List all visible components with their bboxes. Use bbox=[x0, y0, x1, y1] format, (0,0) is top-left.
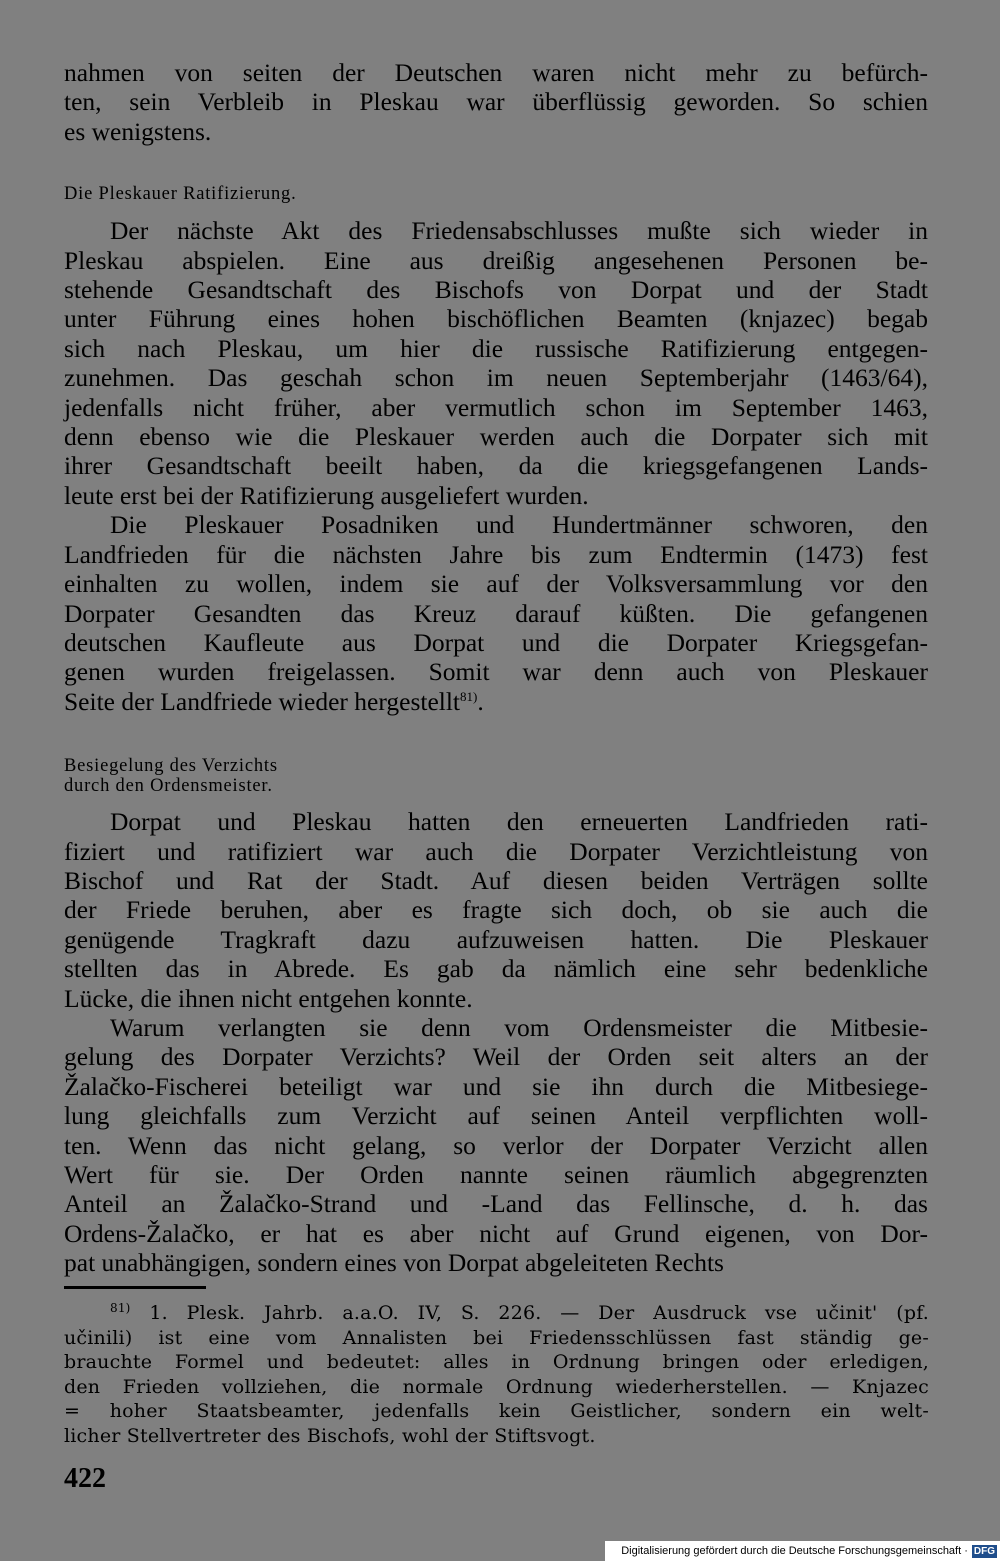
paragraph-continuation bbox=[64, 58, 928, 146]
text-line: Anteil an Žalačko-Strand und -Land das Fellinsche, d. h. das bbox=[64, 1189, 928, 1219]
text-line: Žalačko-Fischerei beteiligt war und sie ihn durch die Mitbesiege- bbox=[64, 1071, 928, 1101]
text-line: denn ebenso wie die Pleskauer werden auch die Dorpater sich mit bbox=[64, 422, 928, 452]
text-line: fiziert und ratifiziert war auch die Dorpater Verzichtleistung von bbox=[64, 836, 928, 866]
footnote-marker: 81) bbox=[110, 1301, 131, 1315]
text-line: einhalten zu wollen, indem sie auf der Volksversammlung vor den bbox=[64, 569, 928, 599]
text-line: učinili) ist eine vom Annalisten bei Friedensschlüssen fast ständig ge- bbox=[64, 1326, 929, 1349]
text-line: genügende Tragkraft dazu aufzuweisen hatten. Die Pleskauer bbox=[64, 924, 928, 954]
paragraph bbox=[64, 216, 928, 510]
text-line: unter Führung eines hohen bischöflichen Beamten (knjazec) begab bbox=[64, 304, 928, 334]
text-line: deutschen Kaufleute aus Dorpat und die Dorpater Kriegsgefan- bbox=[64, 627, 928, 657]
text-line: = hoher Staatsbeamter, jedenfalls kein Geistlicher, sondern ein welt- bbox=[64, 1400, 929, 1423]
page-body bbox=[64, 58, 928, 1278]
text-line: Der nächste Akt des Friedensabschlusses mußte sich wieder in bbox=[110, 216, 928, 246]
text-line: Ordens-Žalačko, er hat es aber nicht auf Grund eigenen, von Dor- bbox=[64, 1218, 928, 1248]
text-line: den Frieden vollziehen, die normale Ordnung wiederherstellen. — Knjazec bbox=[64, 1375, 929, 1398]
text-line-content: Seite der Landfriede wieder hergestellt bbox=[64, 686, 461, 716]
heading-line: durch den Ordensmeister. bbox=[64, 776, 273, 797]
text-line: der Friede beruhen, aber es fragte sich doch, ob sie auch die bbox=[64, 895, 928, 925]
text-line: es wenigstens. bbox=[64, 116, 212, 146]
text-line: stellten das in Abrede. Es gab da nämlich eine sehr bedenkliche bbox=[64, 954, 928, 984]
paragraph bbox=[64, 1013, 928, 1278]
text-line: sich nach Pleskau, um hier die russische Ratifizierung entgegen- bbox=[64, 333, 928, 363]
heading-line: Die Pleskauer Ratifizierung. bbox=[64, 184, 297, 205]
text-line: ten. Wenn das nicht gelang, so verlor der Dorpater Verzicht allen bbox=[64, 1130, 928, 1160]
footnote-reference[interactable]: 81) bbox=[460, 688, 478, 704]
heading-line: Besiegelung des Verzichts bbox=[64, 756, 278, 777]
text-line: ten, sein Verbleib in Pleskau war überflüssig geworden. So schien bbox=[64, 87, 928, 117]
text-line: gelung des Dorpater Verzichts? Weil der Orden seit alters an der bbox=[64, 1042, 928, 1072]
text-line: pat unabhängigen, sondern eines von Dorpat abgeleiteten Rechts bbox=[64, 1248, 724, 1278]
text-line: nahmen von seiten der Deutschen waren nicht mehr zu befürch- bbox=[64, 58, 928, 87]
text-line: lung gleichfalls zum Verzicht auf seinen Anteil verpflichten woll- bbox=[64, 1101, 928, 1131]
footnote-separator bbox=[64, 1286, 206, 1289]
page-number: 422 bbox=[64, 1463, 106, 1494]
text-line bbox=[64, 1301, 929, 1326]
digitization-footer bbox=[605, 1541, 1000, 1561]
text-line: genen wurden freigelassen. Somit war denn auch von Pleskauer bbox=[64, 657, 928, 687]
text-line: Die Pleskauer Posadniken und Hundertmänner schworen, den bbox=[110, 510, 928, 540]
paragraph bbox=[64, 510, 928, 716]
section-heading bbox=[64, 184, 928, 204]
paragraph bbox=[64, 807, 928, 1013]
period: . bbox=[477, 686, 484, 716]
text-line: jedenfalls nicht früher, aber vermutlich schon im September 1463, bbox=[64, 392, 928, 422]
footnote bbox=[64, 1301, 929, 1449]
text-line bbox=[18, 687, 928, 716]
text-line: Warum verlangten sie denn vom Ordensmeister die Mitbesie- bbox=[110, 1012, 928, 1042]
text-line: Dorpater Gesandten das Kreuz darauf küßten. Die gefangenen bbox=[64, 598, 928, 628]
text-line: Lücke, die ihnen nicht entgehen konnte. bbox=[64, 983, 473, 1013]
footer-text: Digitalisierung gefördert durch die Deutsche Forschungsgemeinschaft · bbox=[621, 1545, 968, 1557]
text-line-content: 1. Plesk. Jahrb. a.a.O. IV, S. 226. — Der Ausdruck vse učinit' (pf. bbox=[149, 1302, 929, 1324]
text-line: Wert für sie. Der Orden nannte seinen räumlich abgegrenzten bbox=[64, 1160, 928, 1189]
text-line: brauchte Formel und bedeutet: alles in Ordnung bringen oder erledigen, bbox=[64, 1351, 929, 1374]
text-line: licher Stellvertreter des Bischofs, wohl der Stiftsvogt. bbox=[64, 1424, 596, 1447]
text-line: Landfrieden für die nächsten Jahre bis zum Endtermin (1473) fest bbox=[64, 539, 928, 569]
text-line: Dorpat und Pleskau hatten den erneuerten Landfrieden rati- bbox=[110, 807, 928, 837]
text-line: Bischof und Rat der Stadt. Auf diesen beiden Verträgen sollte bbox=[64, 865, 928, 895]
text-line: stehende Gesandtschaft des Bischofs von Dorpat und der Stadt bbox=[64, 275, 928, 305]
text-line: leute erst bei der Ratifizierung ausgeliefert wurden. bbox=[64, 480, 589, 510]
text-line: zunehmen. Das geschah schon im neuen Septemberjahr (1463/64), bbox=[64, 363, 928, 393]
section-heading bbox=[64, 756, 928, 796]
text-line: ihrer Gesandtschaft beeilt haben, da die kriegsgefangenen Lands- bbox=[64, 451, 928, 481]
text-line: Pleskau abspielen. Eine aus dreißig angesehenen Personen be- bbox=[64, 245, 928, 275]
dfg-logo-icon: DFG bbox=[973, 1545, 995, 1557]
